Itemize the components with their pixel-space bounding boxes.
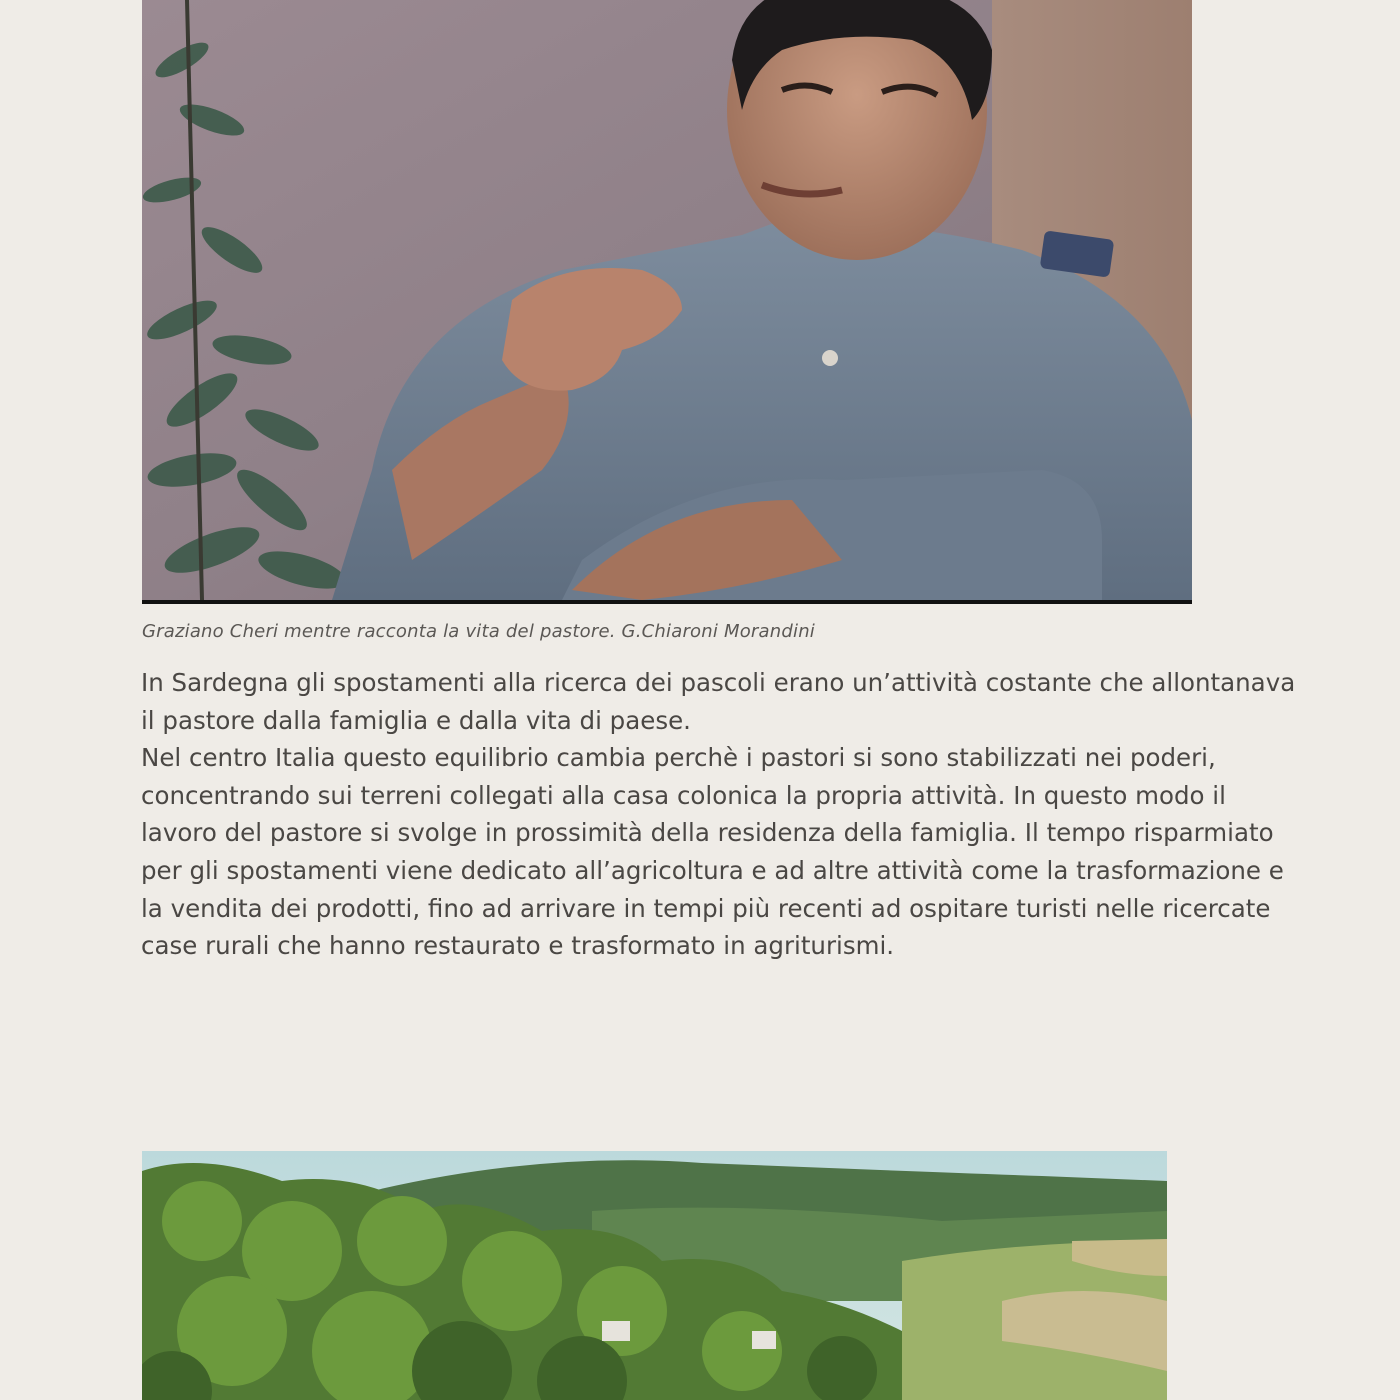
paragraph-central-italy: Nel centro Italia questo equilibrio cambia perchè i pastori si sono stabilizzati nei poderi, concentrando sui terreni collegati alla casa colonica la propria attività. In questo modo il lavoro del pastore si svolge in prossimità della residenza della famiglia. Il tempo risparmiato per gli spostamenti viene dedicato all’agricoltura e ad altre attività come la trasformazione e la vendita dei prodotti, fino ad arrivare in tempi più recenti ad ospitare turisti nelle ricercate case rurali che hanno restaurato e trasformato in agriturismi.	[141, 743, 1284, 961]
shepherd-portrait-illustration	[142, 0, 1192, 600]
landscape-illustration	[142, 1151, 1167, 1400]
article-body	[141, 664, 1301, 965]
photo-caption: Graziano Cheri mentre racconta la vita del pastore. G.Chiaroni Morandini	[142, 621, 815, 642]
shepherd-portrait-photo	[142, 0, 1192, 604]
paragraph-sardinia: In Sardegna gli spostamenti alla ricerca dei pascoli erano un’attività costante che allontanava il pastore dalla famiglia e dalla vita di paese.	[141, 668, 1296, 735]
countryside-landscape-photo	[142, 1151, 1167, 1400]
